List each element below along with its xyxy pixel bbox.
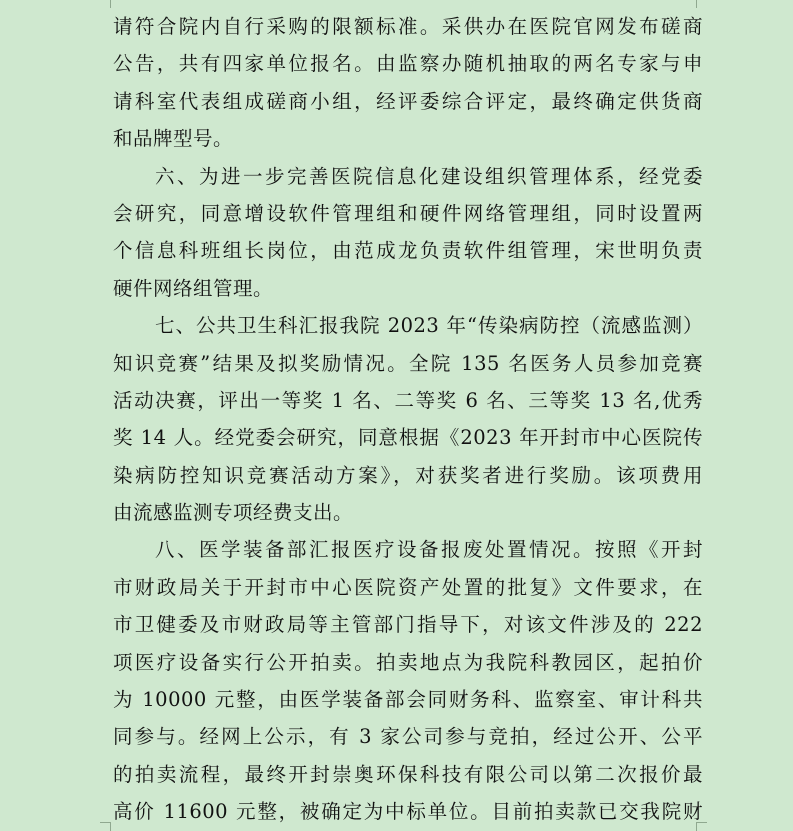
text-line: 市卫健委及市财政局等主管部门指导下，对该文件涉及的 222	[113, 613, 703, 637]
paragraph-7-heading-line: 七、公共卫生科汇报我院 2023 年“传染病防控（流感监测）	[155, 314, 703, 338]
text-line: 市财政局关于开封市中心医院资产处置的批复》文件要求，在	[113, 575, 703, 599]
text-line: 个信息科班组长岗位，由范成龙负责软件组管理，宋世明负责	[113, 239, 703, 263]
paragraph-8-heading-line: 八、医学装备部汇报医疗设备报废处置情况。按照《开封	[155, 538, 703, 562]
margin-corner-mark	[100, 0, 111, 8]
text-line: 和品牌型号。	[113, 127, 234, 151]
text-line: 染病防控知识竞赛活动方案》，对获奖者进行奖励。该项费用	[113, 463, 703, 487]
text-line: 活动决赛，评出一等奖 1 名、二等奖 6 名、三等奖 13 名,优秀	[113, 388, 703, 412]
text-line: 硬件网络组管理。	[113, 276, 274, 300]
paragraph-6-heading-line: 六、为进一步完善医院信息化建设组织管理体系，经党委	[155, 164, 703, 188]
text-line: 请科室代表组成磋商小组，经评委综合评定，最终确定供货商	[113, 89, 703, 113]
document-body	[113, 8, 703, 831]
text-line: 同参与。经网上公示，有 3 家公司参与竞拍，经过公开、公平	[113, 725, 703, 749]
text-line: 请符合院内自行采购的限额标准。采供办在医院官网发布磋商	[113, 15, 703, 38]
text-line: 公告，共有四家单位报名。由监察办随机抽取的两名专家与申	[113, 52, 703, 76]
margin-corner-mark	[100, 822, 111, 831]
text-line: 项医疗设备实行公开拍卖。拍卖地点为我院科教园区，起拍价	[113, 650, 703, 674]
text-line: 的拍卖流程，最终开封崇奥环保科技有限公司以第二次报价最	[113, 762, 703, 786]
text-line: 由流感监测专项经费支出。	[113, 501, 354, 525]
text-line: 奖 14 人。经党委会研究，同意根据《2023 年开封市中心医院传	[113, 426, 703, 450]
margin-corner-mark	[696, 0, 707, 8]
text-line: 为 10000 元整，由医学装备部会同财务科、监察室、审计科共	[113, 688, 703, 712]
text-line: 知识竞赛”结果及拟奖励情况。全院 135 名医务人员参加竞赛	[113, 351, 703, 375]
text-line: 会研究，同意增设软件管理组和硬件网络管理组，同时设置两	[113, 201, 703, 225]
text-line: 高价 11600 元整，被确定为中标单位。目前拍卖款已交我院财	[113, 800, 703, 824]
